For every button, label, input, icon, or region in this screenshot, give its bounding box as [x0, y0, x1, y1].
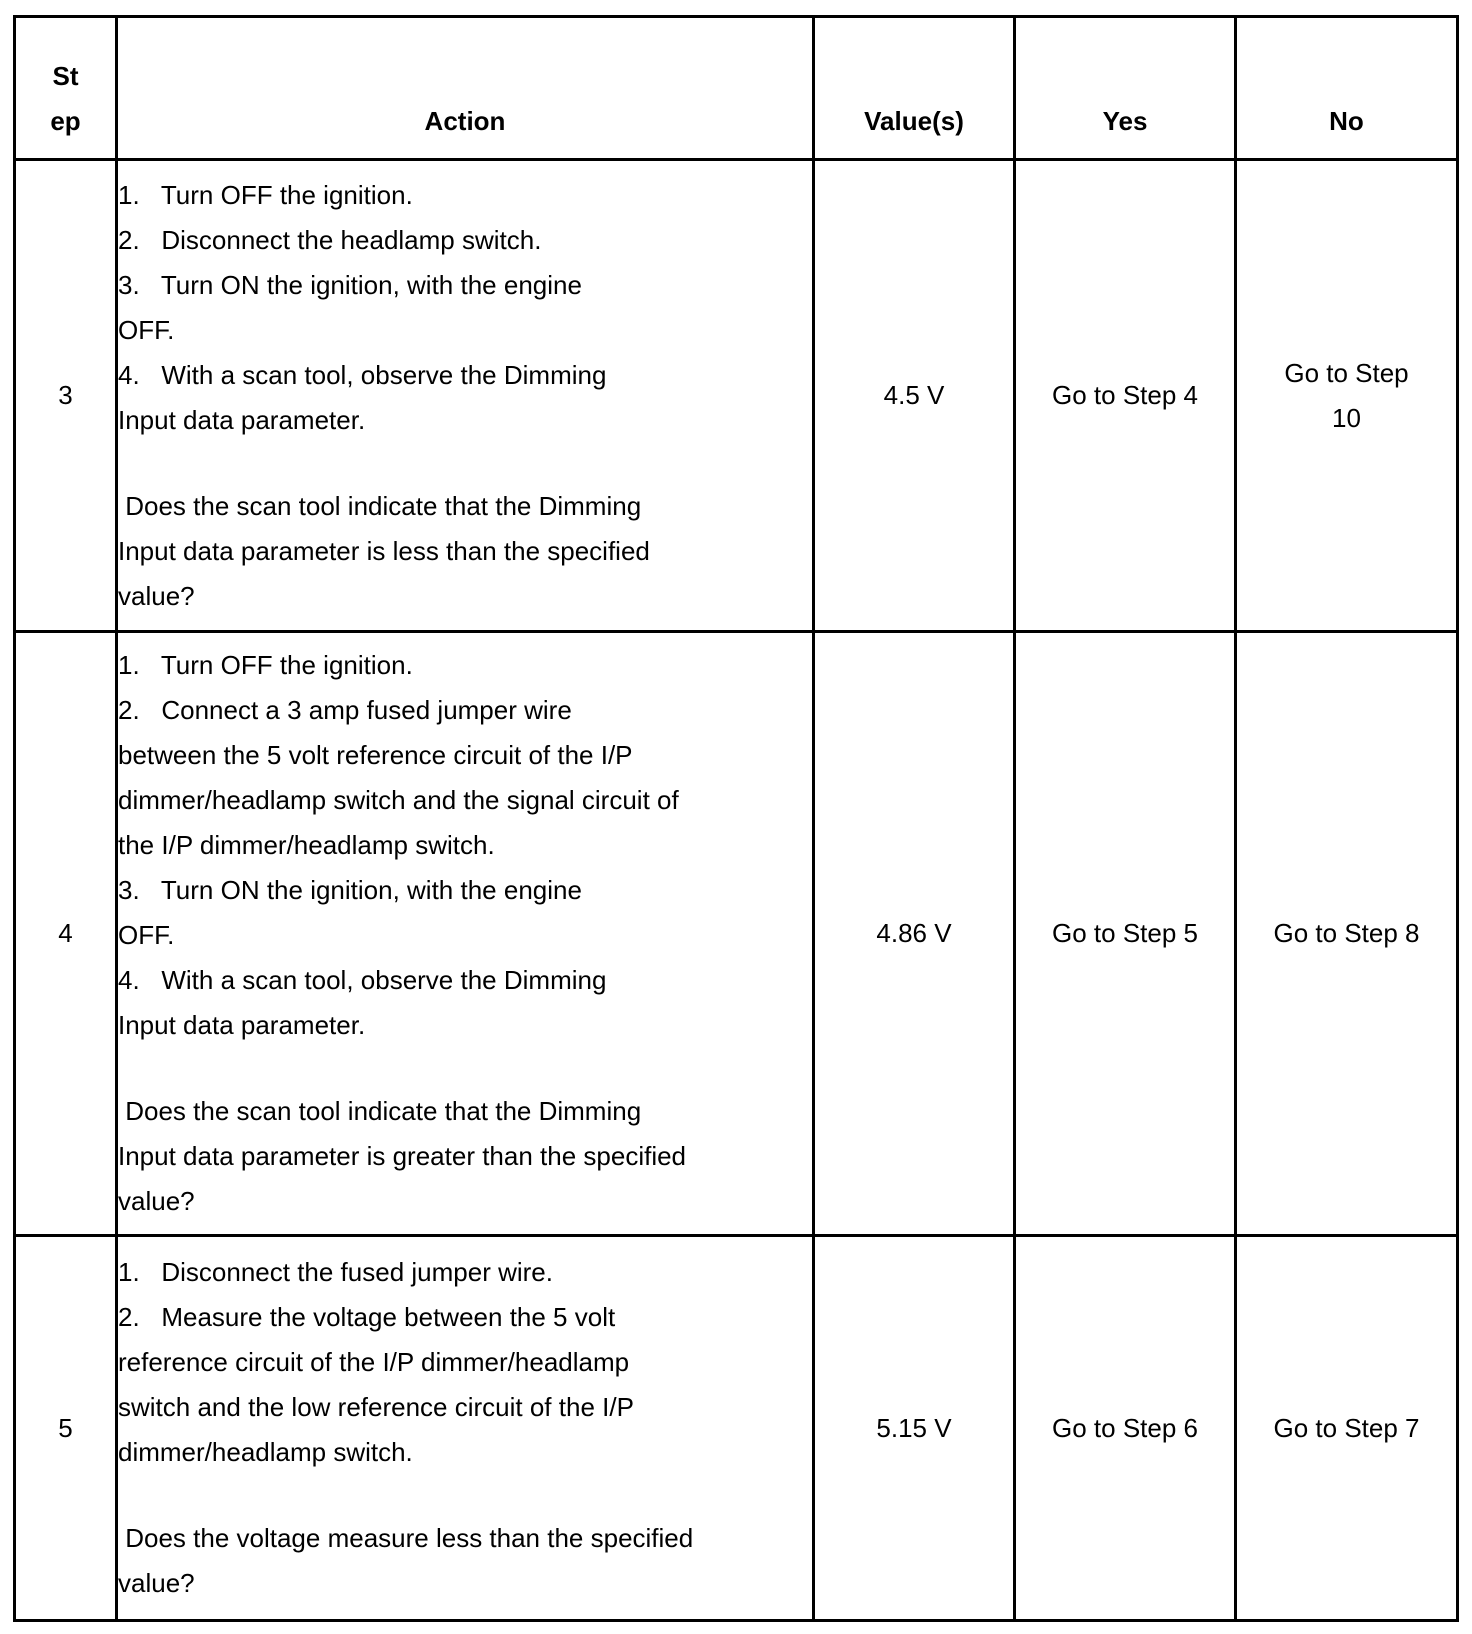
question-line: Does the voltage measure less than the specified [118, 1523, 694, 1553]
no-cell [1236, 160, 1458, 632]
question-line: value? [118, 580, 195, 611]
action-line: Input data parameter. [118, 404, 366, 435]
no-column-header: No [1236, 17, 1458, 160]
action-cell [117, 632, 814, 1236]
question-line: Does the scan tool indicate that the Dimming [118, 1096, 642, 1126]
action-line: 3. Turn ON the ignition, with the engine [118, 875, 582, 905]
spacer [118, 1048, 812, 1089]
value-cell: 4.5 V [814, 160, 1015, 632]
table-row [15, 1236, 1458, 1621]
no-line: 10 [1332, 402, 1361, 433]
step-column-header [15, 17, 117, 160]
action-line: the I/P dimmer/headlamp switch. [118, 830, 495, 860]
action-line: Input data parameter. [118, 1010, 366, 1040]
spacer [118, 443, 812, 484]
action-line: dimmer/headlamp switch and the signal circuit of [118, 785, 679, 815]
action-line: switch and the low reference circuit of the I/P [118, 1392, 634, 1422]
action-line: 2. Measure the voltage between the 5 volt [118, 1302, 616, 1332]
action-column-header: Action [117, 17, 814, 160]
action-line: OFF. [118, 314, 175, 345]
header-row [15, 17, 1458, 160]
question-line: Input data parameter is greater than the specified [118, 1141, 687, 1171]
action-line: 2. Disconnect the headlamp switch. [118, 224, 542, 255]
no-cell: Go to Step 8 [1236, 632, 1458, 1236]
value-cell: 5.15 V [814, 1236, 1015, 1621]
yes-cell: Go to Step 4 [1015, 160, 1236, 632]
action-line: reference circuit of the I/P dimmer/headlamp [118, 1347, 630, 1377]
action-line: 1. Turn OFF the ignition. [118, 179, 413, 210]
action-cell [117, 160, 814, 632]
action-line: 4. With a scan tool, observe the Dimming [118, 965, 607, 995]
action-line: dimmer/headlamp switch. [118, 1437, 413, 1467]
step-header-line-2: ep [50, 106, 81, 136]
no-cell: Go to Step 7 [1236, 1236, 1458, 1621]
diagnostic-steps-table [13, 15, 1459, 1622]
question-line: Does the scan tool indicate that the Dimming [118, 490, 642, 521]
step-number: 3 [15, 160, 117, 632]
step-number: 4 [15, 632, 117, 1236]
action-line: between the 5 volt reference circuit of the I/P [118, 740, 633, 770]
question-line: Input data parameter is less than the specified [118, 535, 650, 566]
question-line: value? [118, 1568, 195, 1598]
yes-cell: Go to Step 5 [1015, 632, 1236, 1236]
action-line: 3. Turn ON the ignition, with the engine [118, 269, 582, 300]
table-row [15, 632, 1458, 1236]
spacer [118, 1475, 812, 1516]
step-header-line-1: St [52, 61, 79, 91]
question-line: value? [118, 1186, 195, 1216]
action-line: 4. With a scan tool, observe the Dimming [118, 359, 607, 390]
yes-column-header: Yes [1015, 17, 1236, 160]
values-column-header: Value(s) [814, 17, 1015, 160]
yes-cell: Go to Step 6 [1015, 1236, 1236, 1621]
value-cell: 4.86 V [814, 632, 1015, 1236]
action-line: 2. Connect a 3 amp fused jumper wire [118, 695, 572, 725]
step-number: 5 [15, 1236, 117, 1621]
action-line: 1. Turn OFF the ignition. [118, 650, 413, 680]
table-row [15, 160, 1458, 632]
no-line: Go to Step [1284, 357, 1409, 388]
action-line: OFF. [118, 920, 175, 950]
action-line: 1. Disconnect the fused jumper wire. [118, 1257, 553, 1287]
action-cell [117, 1236, 814, 1621]
